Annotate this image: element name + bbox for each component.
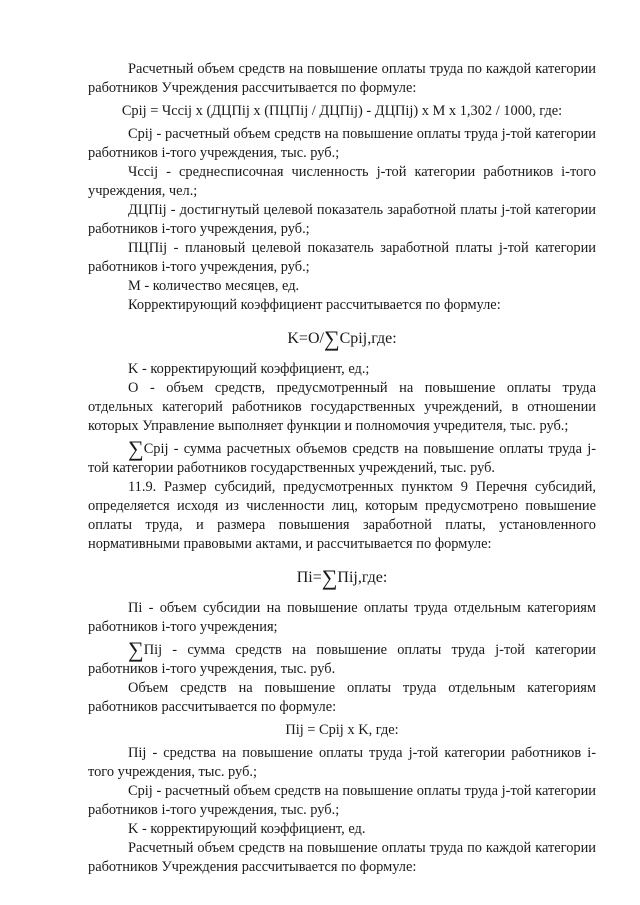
definition-k-2: K - корректирующий коэффициент, ед. <box>128 821 366 837</box>
formula-4: Пij = Cpij x K, где: <box>285 722 399 738</box>
sum-symbol: ∑ <box>128 436 144 461</box>
definition-sum-cpij <box>88 436 596 478</box>
definition-chssij: Чссij - среднесписочная численность j-той категории работников i-того учреждения, чел.; <box>88 164 596 199</box>
formula-3-left: Пi= <box>296 569 322 586</box>
definition-pcpij: ПЦПij - плановый целевой показатель заработной платы j-той категории работников i-того учреждения, руб.; <box>88 240 596 275</box>
definition-pi: Пi - объем субсидии на повышение оплаты труда отдельным категориям работников i-того учреждения; <box>88 600 596 635</box>
formula-2-right: Cpij,где: <box>339 330 397 347</box>
paragraph-4: Объем средств на повышение оплаты труда отдельным категориям работников рассчитывается по формуле: <box>88 680 596 715</box>
paragraph-5: Расчетный объем средств на повышение оплаты труда по каждой категории работников Учреждения рассчитывается по формуле: <box>88 840 596 875</box>
definition-k: K - корректирующий коэффициент, ед.; <box>128 361 370 377</box>
definition-sum-pij-text: - сумма средств на повышение оплаты труда j-той категории работников i-того учреждения, тыс. руб. <box>88 642 596 677</box>
definition-sum-pij <box>88 637 596 679</box>
definition-m: M - количество месяцев, ед. <box>128 278 300 294</box>
definition-cpij: Cpij - расчетный объем средств на повышение оплаты труда j-той категории работников i-того учреждения, тыс. руб.; <box>88 126 596 161</box>
sum-symbol: ∑ <box>128 637 144 662</box>
formula-3 <box>88 565 596 590</box>
definition-sum-pij-var: Пij <box>143 642 163 658</box>
definition-cpij-2: Cpij - расчетный объем средств на повышение оплаты труда j-той категории работников i-того учреждения, тыс. руб.; <box>88 783 596 818</box>
formula-1: Cpij = Чссij x (ДЦПij x (ПЦПij / ДЦПij) - ДЦПij) x M x 1,302 / 1000, где: <box>121 103 563 119</box>
paragraph-2: Корректирующий коэффициент рассчитывается по формуле: <box>128 297 501 313</box>
paragraph-1: Расчетный объем средств на повышение оплаты труда по каждой категории работников Учреждения рассчитывается по формуле: <box>88 61 596 96</box>
definition-sum-cpij-var: Cpij <box>143 441 169 457</box>
text-column <box>88 60 596 877</box>
formula-2-left: K=O/ <box>287 330 324 347</box>
definition-dcpij: ДЦПij - достигнутый целевой показатель заработной платы j-той категории работников i-того учреждения, руб.; <box>88 202 596 237</box>
definition-sum-cpij-text: - сумма расчетных объемов средств на повышение оплаты труда j-той категории работников государственных учреждений, тыс. руб. <box>88 441 596 476</box>
definition-pij: Пij - средства на повышение оплаты труда j-той категории работников i-того учреждения, тыс. руб.; <box>88 745 596 780</box>
paragraph-3: 11.9. Размер субсидий, предусмотренных пунктом 9 Перечня субсидий, определяется исходя из численности лиц, которым предусмотрено повышение оплаты труда, и размера повышения заработной платы, установленного нормативными правовыми актами, и рассчитывается по формуле: <box>88 479 596 552</box>
sum-symbol: ∑ <box>321 565 338 590</box>
definition-o: O - объем средств, предусмотренный на повышение оплаты труда отдельных категорий работников государственных учреждений, в отношении которых Управление выполняет функции и полномочия учредителя, тыс. руб.; <box>88 380 596 434</box>
formula-2 <box>88 326 596 351</box>
sum-symbol: ∑ <box>323 326 340 351</box>
formula-3-right: Пij,где: <box>337 569 388 586</box>
